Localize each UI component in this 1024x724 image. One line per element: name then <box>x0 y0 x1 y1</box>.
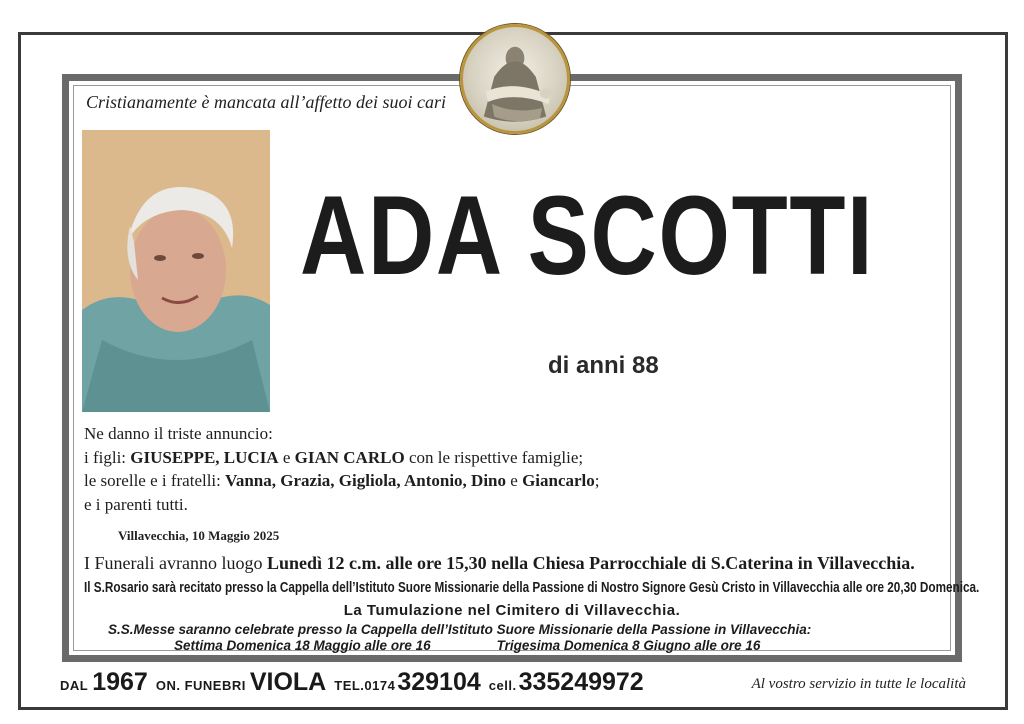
deceased-age: di anni 88 <box>548 352 659 379</box>
footer-tagline: Al vostro servizio in tutte le località <box>751 676 966 692</box>
since-year: 1967 <box>92 668 148 696</box>
announcement-block <box>84 422 600 516</box>
funeral-home-footer <box>60 668 652 697</box>
rosary-details: Il S.Rosario sarà recitato presso la Cappella dell’Istituto Suore Missionarie della Passione di Nostro Signore Gesù Cristo in Villavecchia alle ore 20,30 Domenica. <box>84 580 980 596</box>
company-name: VIOLA <box>249 668 327 696</box>
masses-intro: S.S.Messe saranno celebrate presso la Cappella dell’Istituto Suore Missionarie della Passione in Villavecchia: <box>108 622 812 637</box>
settima-mass: Settima Domenica 18 Maggio alle ore 16 <box>174 638 431 653</box>
tel-number: 329104 <box>397 668 481 696</box>
place-date: Villavecchia, 10 Maggio 2025 <box>118 528 280 543</box>
tel-label: TEL.0174 <box>334 678 396 693</box>
pieta-medallion-image <box>460 24 570 134</box>
portrait-photo <box>82 130 270 412</box>
masses-dates <box>174 638 760 653</box>
funeral-details: I Funerali avranno luogo Lunedì 12 c.m. alle ore 15,30 nella Chiesa Parrocchiale di S.Caterina in Villavecchia. <box>84 553 915 573</box>
intro-text: Cristianamente è mancata all’affetto dei suoi cari <box>86 92 446 112</box>
since-label: DAL <box>60 678 89 693</box>
deceased-name: ADA SCOTTI <box>300 173 875 298</box>
burial-details: La Tumulazione nel Cimitero di Villavecchia. <box>343 602 681 619</box>
siblings-line: le sorelle e i fratelli: Vanna, Grazia, Gigliola, Antonio, Dino e Giancarlo; <box>84 471 600 490</box>
children-line: i figli: GIUSEPPE, LUCIA e GIAN CARLO con le rispettive famiglie; <box>84 447 584 467</box>
cell-number: 335249972 <box>518 668 644 696</box>
onoranze-label: ON. FUNEBRI <box>155 678 246 693</box>
relatives-line: e i parenti tutti. <box>84 494 188 514</box>
cell-label: cell. <box>488 678 517 693</box>
announcement-line: Ne danno il triste annuncio: <box>84 424 273 443</box>
trigesima-mass: Trigesima Domenica 8 Giugno alle ore 16 <box>496 638 761 653</box>
